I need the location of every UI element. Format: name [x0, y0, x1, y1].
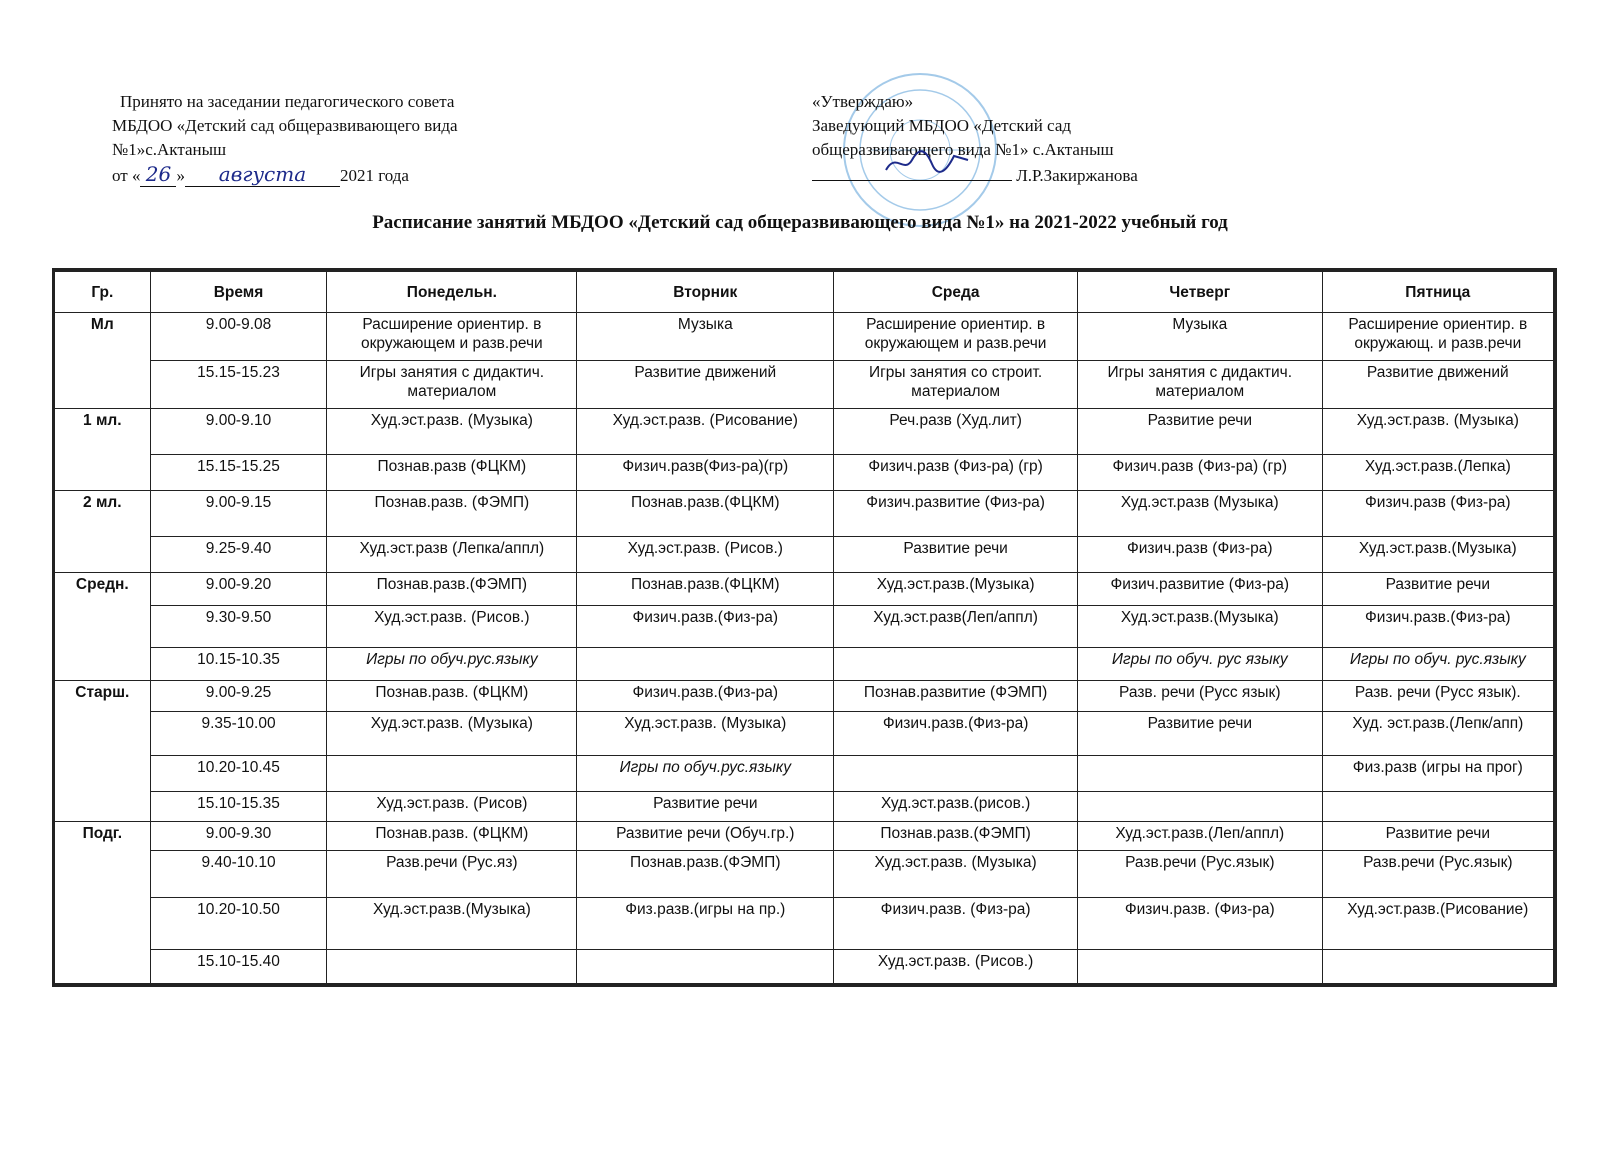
- lesson-cell-wed: Реч.разв (Худ.лит): [834, 409, 1078, 455]
- lesson-cell-tue: Худ.эст.разв. (Рисование): [577, 409, 834, 455]
- col-thursday: Четверг: [1077, 272, 1322, 313]
- lesson-cell-wed: Физич.разв.(Физ-ра): [834, 712, 1078, 756]
- lesson-cell-thu: [1077, 950, 1322, 984]
- table-row: [55, 491, 1554, 537]
- date-suffix: 2021 года: [339, 166, 409, 185]
- lesson-cell-wed: Развитие речи: [834, 537, 1078, 573]
- lesson-cell-wed: Худ.эст.разв. (Музыка): [834, 851, 1078, 898]
- signature-line: [812, 162, 1012, 181]
- lesson-cell-wed: Худ.эст.разв.(рисов.): [834, 792, 1078, 822]
- signature-icon: [882, 146, 972, 178]
- lesson-cell-thu: Игры занятия с дидактич. материалом: [1077, 361, 1322, 409]
- lesson-cell-fri: Худ.эст.разв.(Лепка): [1322, 455, 1553, 491]
- date-mid: »: [176, 166, 185, 185]
- col-time: Время: [150, 272, 327, 313]
- lesson-cell-mon: Познав.разв. (ФЦКМ): [327, 822, 577, 851]
- group-cell: Средн.: [55, 573, 151, 681]
- lesson-cell-tue: Физич.разв.(Физ-ра): [577, 681, 834, 712]
- time-cell: 9.00-9.15: [150, 491, 327, 537]
- lesson-cell-tue: Физ.разв.(игры на пр.): [577, 898, 834, 950]
- lesson-cell-thu: Разв.речи (Рус.язык): [1077, 851, 1322, 898]
- lesson-cell-mon: Познав.разв. (ФЦКМ): [327, 681, 577, 712]
- lesson-cell-fri: Худ.эст.разв.(Рисование): [1322, 898, 1553, 950]
- lesson-cell-tue: [577, 648, 834, 681]
- time-cell: 9.40-10.10: [150, 851, 327, 898]
- header-row: [55, 272, 1554, 313]
- lesson-cell-mon: Познав.разв.(ФЭМП): [327, 573, 577, 606]
- lesson-cell-tue: Физич.разв(Физ-ра)(гр): [577, 455, 834, 491]
- approval-line-1: Принято на заседании педагогического совета: [120, 92, 455, 111]
- table-row: [55, 573, 1554, 606]
- lesson-cell-thu: Физич.развитие (Физ-ра): [1077, 573, 1322, 606]
- lesson-cell-thu: Разв. речи (Русс язык): [1077, 681, 1322, 712]
- time-cell: 15.10-15.40: [150, 950, 327, 984]
- lesson-cell-mon: Худ.эст.разв. (Рисов): [327, 792, 577, 822]
- lesson-cell-fri: Физич.разв (Физ-ра): [1322, 491, 1553, 537]
- lesson-cell-tue: Музыка: [577, 313, 834, 361]
- group-cell: Подг.: [55, 822, 151, 984]
- lesson-cell-fri: [1322, 792, 1553, 822]
- table-row: [55, 648, 1554, 681]
- lesson-cell-wed: Физич.разв (Физ-ра) (гр): [834, 455, 1078, 491]
- date-day: 26: [140, 162, 176, 187]
- lesson-cell-mon: Худ.эст.разв. (Рисов.): [327, 606, 577, 648]
- table-row: [55, 898, 1554, 950]
- lesson-cell-mon: Разв.речи (Рус.яз): [327, 851, 577, 898]
- table-row: [55, 851, 1554, 898]
- approve-line-3: общеразвивающего вида №1» с.Актаныш: [812, 140, 1114, 159]
- lesson-cell-thu: Игры по обуч. рус языку: [1077, 648, 1322, 681]
- time-cell: 10.15-10.35: [150, 648, 327, 681]
- lesson-cell-fri: Развитие речи: [1322, 573, 1553, 606]
- table-row: [55, 537, 1554, 573]
- lesson-cell-mon: Худ.эст.разв. (Музыка): [327, 409, 577, 455]
- lesson-cell-thu: Физич.разв. (Физ-ра): [1077, 898, 1322, 950]
- lesson-cell-wed: Худ.эст.разв. (Рисов.): [834, 950, 1078, 984]
- lesson-cell-thu: Музыка: [1077, 313, 1322, 361]
- approval-date: [112, 162, 582, 188]
- group-cell: Мл: [55, 313, 151, 409]
- lesson-cell-mon: Игры по обуч.рус.языку: [327, 648, 577, 681]
- lesson-cell-thu: Физич.разв (Физ-ра) (гр): [1077, 455, 1322, 491]
- lesson-cell-wed: Расширение ориентир. в окружающем и разв.речи: [834, 313, 1078, 361]
- col-monday: Понедельн.: [327, 272, 577, 313]
- lesson-cell-tue: Развитие речи (Обуч.гр.): [577, 822, 834, 851]
- group-cell: 1 мл.: [55, 409, 151, 491]
- table-row: [55, 681, 1554, 712]
- lesson-cell-mon: Худ.эст.разв. (Музыка): [327, 712, 577, 756]
- approval-line-3: №1»с.Актаныш: [112, 140, 227, 159]
- lesson-cell-mon: Расширение ориентир. в окружающем и разв.речи: [327, 313, 577, 361]
- table-row: [55, 950, 1554, 984]
- lesson-cell-fri: Худ.эст.разв. (Музыка): [1322, 409, 1553, 455]
- time-cell: 10.20-10.50: [150, 898, 327, 950]
- lesson-cell-thu: Худ.эст.разв.(Музыка): [1077, 606, 1322, 648]
- table-row: [55, 792, 1554, 822]
- approval-block-left: [112, 90, 582, 188]
- table-row: [55, 455, 1554, 491]
- lesson-cell-thu: Худ.эст.разв.(Леп/аппл): [1077, 822, 1322, 851]
- col-friday: Пятница: [1322, 272, 1553, 313]
- lesson-cell-fri: Расширение ориентир. в окружающ. и разв.речи: [1322, 313, 1553, 361]
- lesson-cell-wed: Познав.разв.(ФЭМП): [834, 822, 1078, 851]
- time-cell: 10.20-10.45: [150, 756, 327, 792]
- signature-row: [812, 162, 1232, 188]
- time-cell: 15.15-15.23: [150, 361, 327, 409]
- lesson-cell-tue: Развитие движений: [577, 361, 834, 409]
- lesson-cell-wed: [834, 648, 1078, 681]
- lesson-cell-wed: Познав.развитие (ФЭМП): [834, 681, 1078, 712]
- approval-block-right: [812, 90, 1232, 188]
- col-wednesday: Среда: [834, 272, 1078, 313]
- lesson-cell-tue: Познав.разв.(ФЦКМ): [577, 573, 834, 606]
- lesson-cell-wed: Худ.эст.разв.(Музыка): [834, 573, 1078, 606]
- approve-line-2: Заведующий МБДОО «Детский сад: [812, 116, 1072, 135]
- lesson-cell-mon: [327, 950, 577, 984]
- time-cell: 9.00-9.20: [150, 573, 327, 606]
- lesson-cell-tue: Развитие речи: [577, 792, 834, 822]
- lesson-cell-fri: Игры по обуч. рус.языку: [1322, 648, 1553, 681]
- lesson-cell-fri: [1322, 950, 1553, 984]
- lesson-cell-fri: Худ.эст.разв.(Музыка): [1322, 537, 1553, 573]
- page-title: Расписание занятий МБДОО «Детский сад общеразвивающего вида №1» на 2021-2022 учебный год: [372, 212, 1228, 233]
- col-group: Гр.: [55, 272, 151, 313]
- time-cell: 9.25-9.40: [150, 537, 327, 573]
- lesson-cell-tue: Худ.эст.разв. (Музыка): [577, 712, 834, 756]
- lesson-cell-tue: Познав.разв.(ФЭМП): [577, 851, 834, 898]
- lesson-cell-thu: Развитие речи: [1077, 409, 1322, 455]
- time-cell: 15.10-15.35: [150, 792, 327, 822]
- lesson-cell-tue: Игры по обуч.рус.языку: [577, 756, 834, 792]
- lesson-cell-tue: [577, 950, 834, 984]
- schedule-table: [52, 268, 1557, 987]
- lesson-cell-mon: Познав.разв (ФЦКМ): [327, 455, 577, 491]
- lesson-cell-thu: Худ.эст.разв (Музыка): [1077, 491, 1322, 537]
- table-row: [55, 606, 1554, 648]
- lesson-cell-mon: Худ.эст.разв.(Музыка): [327, 898, 577, 950]
- lesson-cell-fri: Разв. речи (Русс язык).: [1322, 681, 1553, 712]
- lesson-cell-mon: Познав.разв. (ФЭМП): [327, 491, 577, 537]
- lesson-cell-fri: Физ.разв (игры на прог): [1322, 756, 1553, 792]
- lesson-cell-fri: Развитие речи: [1322, 822, 1553, 851]
- lesson-cell-tue: Физич.разв.(Физ-ра): [577, 606, 834, 648]
- table-row: [55, 313, 1554, 361]
- lesson-cell-thu: Развитие речи: [1077, 712, 1322, 756]
- date-prefix: от «: [112, 166, 141, 185]
- approve-heading: «Утверждаю»: [812, 92, 914, 111]
- col-tuesday: Вторник: [577, 272, 834, 313]
- time-cell: 9.00-9.10: [150, 409, 327, 455]
- lesson-cell-fri: Худ. эст.разв.(Лепк/апп): [1322, 712, 1553, 756]
- table-row: [55, 409, 1554, 455]
- lesson-cell-wed: Худ.эст.разв(Леп/аппл): [834, 606, 1078, 648]
- lesson-cell-thu: [1077, 756, 1322, 792]
- approval-line-2: МБДОО «Детский сад общеразвивающего вида: [112, 116, 458, 135]
- lesson-cell-fri: Физич.разв.(Физ-ра): [1322, 606, 1553, 648]
- table-row: [55, 361, 1554, 409]
- table-row: [55, 756, 1554, 792]
- lesson-cell-wed: Физич.разв. (Физ-ра): [834, 898, 1078, 950]
- lesson-cell-fri: Разв.речи (Рус.язык): [1322, 851, 1553, 898]
- table-row: [55, 822, 1554, 851]
- lesson-cell-thu: [1077, 792, 1322, 822]
- date-month: августа: [185, 162, 340, 187]
- time-cell: 15.15-15.25: [150, 455, 327, 491]
- lesson-cell-mon: [327, 756, 577, 792]
- time-cell: 9.00-9.30: [150, 822, 327, 851]
- lesson-cell-tue: Худ.эст.разв. (Рисов.): [577, 537, 834, 573]
- time-cell: 9.30-9.50: [150, 606, 327, 648]
- time-cell: 9.35-10.00: [150, 712, 327, 756]
- lesson-cell-mon: Худ.эст.разв (Лепка/аппл): [327, 537, 577, 573]
- lesson-cell-thu: Физич.разв (Физ-ра): [1077, 537, 1322, 573]
- time-cell: 9.00-9.25: [150, 681, 327, 712]
- group-cell: Старш.: [55, 681, 151, 822]
- time-cell: 9.00-9.08: [150, 313, 327, 361]
- signatory-name: Л.Р.Закиржанова: [1016, 166, 1138, 185]
- lesson-cell-wed: [834, 756, 1078, 792]
- lesson-cell-mon: Игры занятия с дидактич. материалом: [327, 361, 577, 409]
- lesson-cell-wed: Игры занятия со строит. материалом: [834, 361, 1078, 409]
- lesson-cell-tue: Познав.разв.(ФЦКМ): [577, 491, 834, 537]
- table-row: [55, 712, 1554, 756]
- lesson-cell-fri: Развитие движений: [1322, 361, 1553, 409]
- lesson-cell-wed: Физич.развитие (Физ-ра): [834, 491, 1078, 537]
- group-cell: 2 мл.: [55, 491, 151, 573]
